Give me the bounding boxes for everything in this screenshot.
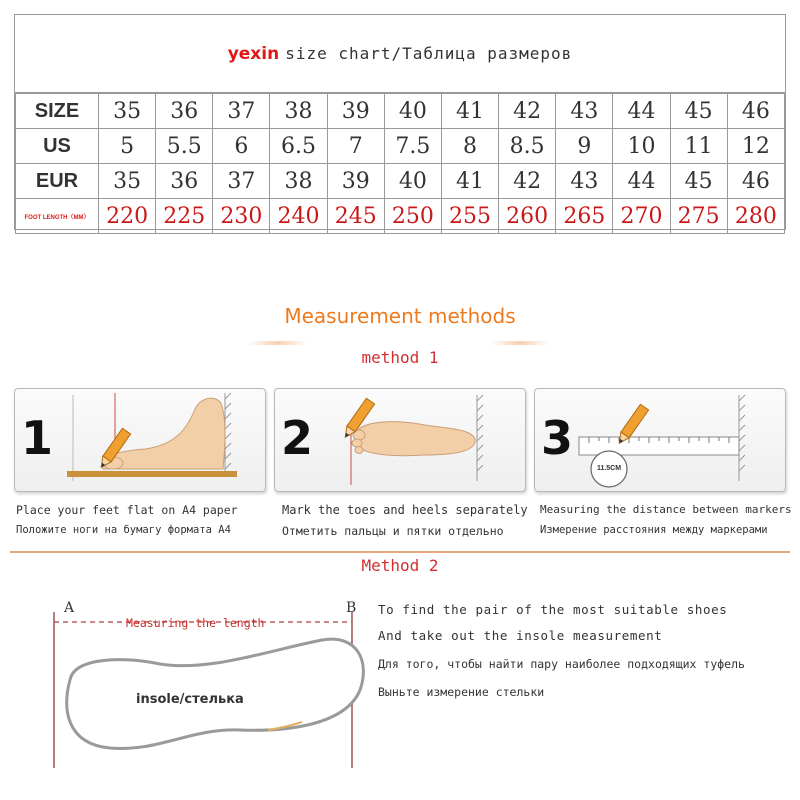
size-cell: 40: [384, 94, 441, 129]
step-1-caption-ru: Положите ноги на бумагу формата A4: [16, 524, 231, 536]
row-header: FOOT LENGTH（MM）: [16, 199, 99, 234]
size-row: [16, 164, 785, 199]
size-cell: 260: [499, 199, 556, 234]
size-row: [16, 199, 785, 234]
size-cell: 42: [499, 94, 556, 129]
row-header: EUR: [16, 164, 99, 199]
size-cell: 270: [613, 199, 670, 234]
size-cell: 12: [727, 129, 784, 164]
size-cell: 10: [613, 129, 670, 164]
measurement-heading: Measurement methods: [284, 304, 516, 328]
size-cell: 46: [727, 94, 784, 129]
size-row: [16, 94, 785, 129]
step-2-caption-ru: Отметить пальцы и пятки отдельно: [282, 524, 504, 538]
step-2-caption-en: Mark the toes and heels separately: [282, 503, 528, 517]
step-1-number: 1: [21, 411, 54, 465]
size-cell: 39: [327, 164, 384, 199]
size-cell: 11: [670, 129, 727, 164]
method2-heading: Method 2: [361, 556, 439, 575]
size-cell: 45: [670, 94, 727, 129]
instruction-4: Выньте измерение стельки: [378, 685, 545, 699]
instruction-2: And take out the insole measurement: [378, 628, 663, 643]
size-cell: 245: [327, 199, 384, 234]
chart-title: [15, 15, 785, 93]
step-2-panel: [274, 388, 526, 492]
size-cell: 43: [556, 94, 613, 129]
size-cell: 37: [213, 94, 270, 129]
size-cell: 7.5: [384, 129, 441, 164]
size-cell: 5: [99, 129, 156, 164]
brand-name: yexin: [227, 43, 280, 64]
point-b-label: B: [346, 600, 357, 616]
instruction-1: To find the pair of the most suitable shoes: [378, 602, 728, 617]
insole-label: insole/стелька: [136, 692, 244, 707]
size-cell: 265: [556, 199, 613, 234]
size-table: [15, 93, 785, 234]
size-cell: 46: [727, 164, 784, 199]
size-cell: 230: [213, 199, 270, 234]
size-cell: 275: [670, 199, 727, 234]
step-1-panel: [14, 388, 266, 492]
size-cell: 42: [499, 164, 556, 199]
size-cell: 6.5: [270, 129, 327, 164]
row-header: SIZE: [16, 94, 99, 129]
step-1-caption-en: Place your feet flat on A4 paper: [16, 503, 238, 517]
heading-deco-left: [248, 341, 308, 345]
section-divider: [10, 551, 790, 553]
size-row: [16, 129, 785, 164]
size-cell: 6: [213, 129, 270, 164]
size-cell: 40: [384, 164, 441, 199]
step-3-number: 3: [541, 411, 574, 465]
measuring-length-label: Measuring the length: [126, 616, 265, 630]
size-cell: 8: [441, 129, 498, 164]
size-cell: 5.5: [156, 129, 213, 164]
step-3-caption-en: Measuring the distance between markers: [540, 503, 792, 516]
size-cell: 38: [270, 94, 327, 129]
size-cell: 44: [613, 164, 670, 199]
size-cell: 225: [156, 199, 213, 234]
size-cell: 8.5: [499, 129, 556, 164]
size-cell: 240: [270, 199, 327, 234]
size-cell: 36: [156, 164, 213, 199]
size-cell: 280: [727, 199, 784, 234]
size-cell: 38: [270, 164, 327, 199]
size-chart: [14, 14, 786, 230]
size-cell: 7: [327, 129, 384, 164]
step-3-caption-ru: Измерение расстояния между маркерами: [540, 524, 768, 536]
size-cell: 220: [99, 199, 156, 234]
size-cell: 36: [156, 94, 213, 129]
row-header: US: [16, 129, 99, 164]
size-cell: 41: [441, 94, 498, 129]
size-cell: 250: [384, 199, 441, 234]
measurement-badge: 11.5CM: [596, 465, 622, 472]
size-cell: 39: [327, 94, 384, 129]
size-cell: 45: [670, 164, 727, 199]
size-cell: 37: [213, 164, 270, 199]
instruction-3: Для того, чтобы найти пару наиболее подходящих туфель: [378, 657, 745, 671]
step-3-panel: [534, 388, 786, 492]
size-cell: 255: [441, 199, 498, 234]
point-a-label: A: [64, 600, 75, 616]
size-cell: 41: [441, 164, 498, 199]
heading-deco-right: [490, 341, 550, 345]
size-cell: 9: [556, 129, 613, 164]
method1-heading: method 1: [361, 348, 439, 367]
size-cell: 44: [613, 94, 670, 129]
chart-title-text: size chart/Таблица размеров: [285, 44, 573, 63]
size-cell: 35: [99, 94, 156, 129]
size-cell: 43: [556, 164, 613, 199]
size-cell: 35: [99, 164, 156, 199]
step-2-number: 2: [281, 411, 314, 465]
